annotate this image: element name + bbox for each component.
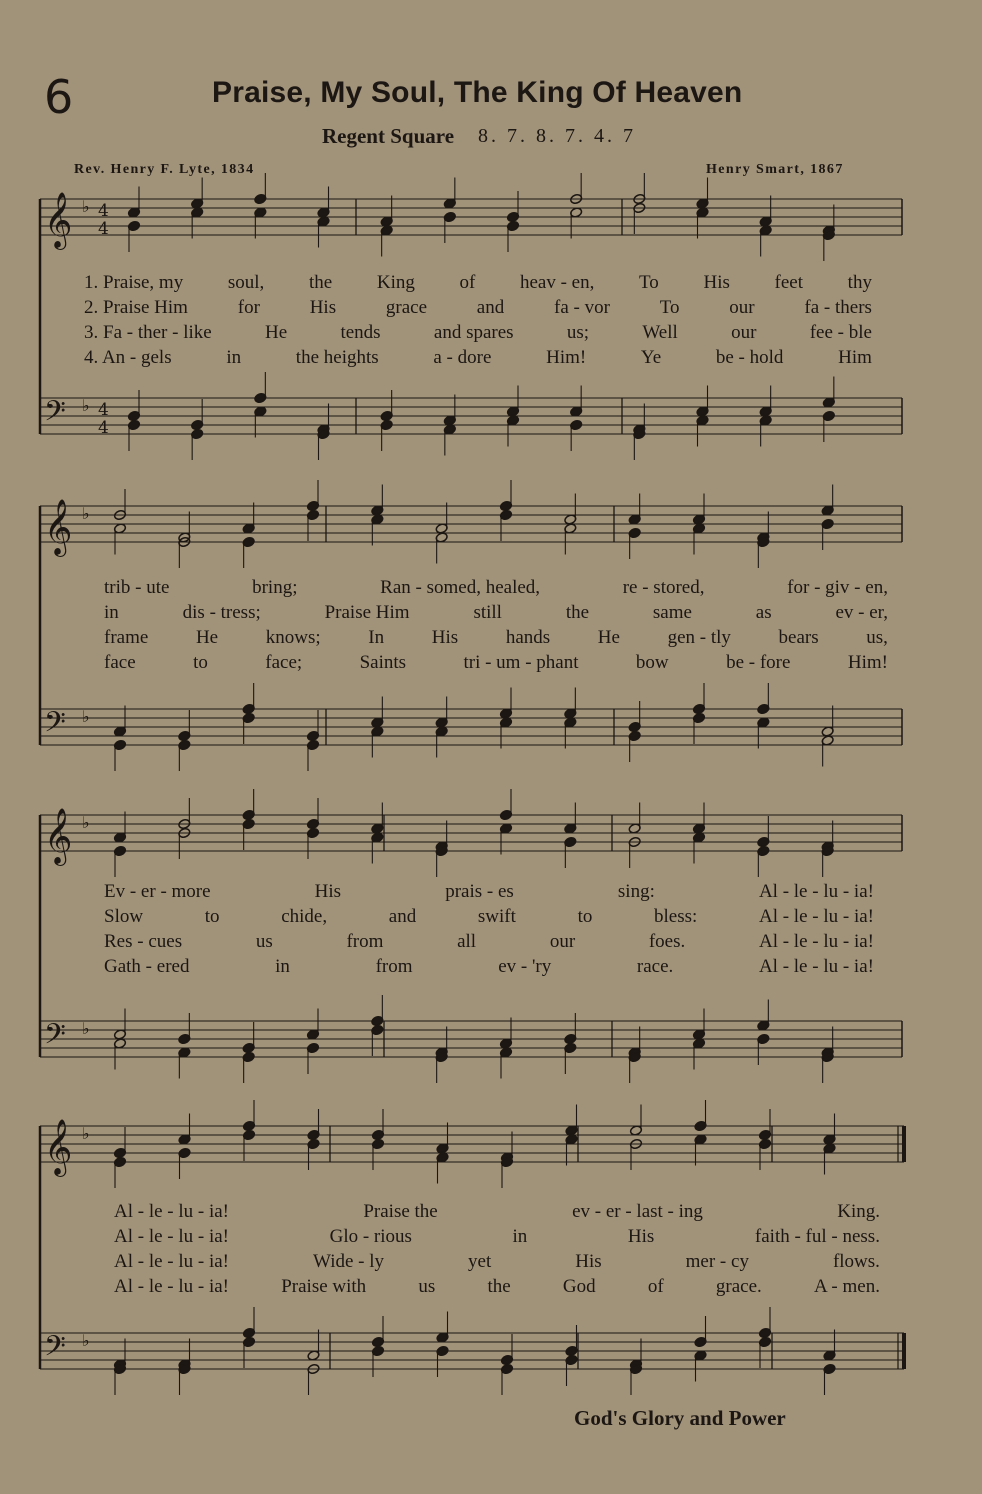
lyric-syllable: Praise with (281, 1276, 367, 1297)
verse-2-line (84, 297, 872, 319)
lyric-syllable: gen - tly (667, 627, 731, 648)
lyric-syllable: us (255, 931, 273, 952)
lyric-syllable: bring; (252, 577, 298, 598)
lyric-syllable: be - fore (726, 652, 791, 673)
lyric-syllable: from (346, 931, 384, 952)
lyric-syllable: His (703, 272, 730, 293)
lyric-syllable: Him! (847, 652, 888, 673)
lyric-syllable: Al - le - lu - ia! (758, 956, 874, 977)
lyric-syllable: 2. Praise Him (84, 297, 188, 318)
lyric-syllable: grace (385, 297, 428, 318)
lyric-syllable: A - men. (813, 1276, 880, 1297)
flat-icon: ♭ (82, 504, 90, 523)
flat-icon: ♭ (82, 396, 90, 415)
lyric-syllable: Him (838, 347, 872, 368)
lyric-syllable: He (265, 322, 288, 343)
lyric-syllable: face; (265, 652, 303, 673)
lyric-syllable: In (368, 627, 385, 648)
verse-4-line (84, 347, 872, 369)
bass-clef-icon: 𝄢 (44, 1018, 66, 1058)
verse-1-line (114, 1201, 880, 1223)
lyric-syllable: ev - er, (835, 602, 888, 623)
lyric-syllable: Slow (104, 906, 144, 927)
lyric-syllable: Praise Him (324, 602, 410, 623)
lyric-syllable: and (476, 297, 505, 318)
lyric-syllable: race. (636, 956, 674, 977)
verse-3-line (104, 627, 888, 649)
lyric-syllable: frame (104, 627, 149, 648)
lyric-syllable: Him! (546, 347, 587, 368)
verse-4-line (104, 956, 874, 978)
lyric-syllable: us, (866, 627, 888, 648)
lyric-syllable: hands (505, 627, 551, 648)
lyric-syllable: to (577, 906, 593, 927)
flat-icon: ♭ (82, 1019, 90, 1038)
lyric-syllable: in (104, 602, 119, 623)
time-signature: 4 (98, 400, 109, 420)
tune-name: Regent Square (322, 124, 455, 148)
lyric-syllable: His (627, 1226, 655, 1247)
lyric-syllable: the heights (295, 347, 379, 368)
lyric-syllable: Gath - ered (104, 956, 190, 977)
lyric-syllable: from (375, 956, 413, 977)
lyric-syllable: in (226, 347, 242, 368)
lyric-syllable: grace. (715, 1276, 762, 1297)
lyric-syllable: His (575, 1251, 602, 1272)
lyric-syllable: to (204, 906, 220, 927)
lyric-syllable: feet (774, 272, 804, 293)
bass-clef-icon: 𝄢 (44, 395, 66, 435)
time-signature: 4 (98, 418, 109, 438)
lyric-syllable: Al - le - lu - ia! (114, 1201, 230, 1222)
lyric-syllable: the (487, 1276, 511, 1297)
lyric-syllable: and spares (433, 322, 514, 343)
lyric-syllable: Al - le - lu - ia! (114, 1276, 230, 1297)
lyric-syllable: of (647, 1276, 664, 1297)
lyric-syllable: us; (566, 322, 590, 343)
lyric-syllable: fa - thers (804, 297, 872, 318)
lyric-syllable: and (388, 906, 417, 927)
lyric-syllable: fa - vor (554, 297, 610, 318)
lyric-syllable: 4. An - gels (84, 347, 172, 368)
lyric-syllable: Al - le - lu - ia! (114, 1226, 230, 1247)
lyric-syllable: chide, (281, 906, 328, 927)
lyric-syllable: Al - le - lu - ia! (758, 906, 874, 927)
lyric-syllable: King (376, 272, 415, 293)
lyric-syllable: bears (778, 627, 819, 648)
hymn-number: 6 (44, 70, 74, 124)
lyric-syllable: thy (847, 272, 872, 293)
author-credit: Rev. Henry F. Lyte, 1834 (74, 162, 255, 177)
lyric-syllable: faith - ful - ness. (754, 1226, 880, 1247)
lyric-syllable: He (597, 627, 620, 648)
lyric-syllable: as (755, 602, 772, 623)
lyric-syllable: fee - ble (809, 322, 872, 343)
lyric-syllable: His (309, 297, 337, 318)
lyric-syllable: bow (635, 652, 669, 673)
lyric-syllable: the (308, 272, 333, 293)
flat-icon: ♭ (82, 707, 90, 726)
lyric-syllable: same (652, 602, 692, 623)
lyric-syllable: dis - tress; (182, 602, 261, 623)
verse-1-line (104, 577, 888, 599)
treble-clef-icon: 𝄞 (44, 192, 73, 248)
lyric-syllable: re - stored, (622, 577, 705, 598)
lyric-syllable: knows; (265, 627, 321, 648)
flat-icon: ♭ (82, 1124, 90, 1143)
lyric-syllable: Ran - somed, healed, (380, 577, 541, 598)
lyric-syllable: be - hold (715, 347, 784, 368)
lyric-syllable: in (275, 956, 290, 977)
lyric-syllable: To (659, 297, 680, 318)
verse-2-line (104, 602, 888, 624)
lyric-syllable: His (314, 881, 342, 902)
verse-3-line (114, 1251, 880, 1273)
footer-caption: God's Glory and Power (574, 1406, 786, 1430)
lyric-syllable: bless: (654, 906, 698, 927)
verse-1-line (84, 272, 872, 294)
verse-3-line (84, 322, 872, 344)
lyric-syllable: in (512, 1226, 528, 1247)
lyric-syllable: Al - le - lu - ia! (758, 931, 874, 952)
lyric-syllable: prais - es (445, 881, 514, 902)
lyric-syllable: To (639, 272, 659, 293)
lyric-syllable: Saints (359, 652, 407, 673)
lyric-syllable: ev - 'ry (498, 956, 552, 977)
meter: 8. 7. 8. 7. 4. 7 (478, 125, 636, 147)
lyric-syllable: He (195, 627, 219, 648)
composer-credit: Henry Smart, 1867 (706, 162, 844, 177)
lyric-syllable: of (459, 272, 476, 293)
bass-clef-icon: 𝄢 (44, 706, 66, 746)
lyric-syllable: face (104, 652, 136, 673)
lyric-syllable: our (729, 297, 755, 318)
lyric-syllable: tri - um - phant (463, 652, 579, 673)
verse-4-line (104, 652, 888, 674)
lyric-syllable: Al - le - lu - ia! (114, 1251, 230, 1272)
lyric-syllable: trib - ute (104, 577, 170, 598)
hymn-title: Praise, My Soul, The King Of Heaven (212, 76, 743, 109)
lyric-syllable: God (562, 1276, 596, 1297)
time-signature: 4 (98, 201, 109, 221)
verse-4-line (114, 1276, 880, 1298)
lyric-syllable: us (418, 1276, 436, 1297)
lyric-syllable: soul, (227, 272, 265, 293)
treble-clef-icon: 𝄞 (44, 808, 73, 864)
lyric-syllable: ev - er - last - ing (572, 1201, 703, 1222)
lyric-syllable: King. (837, 1201, 880, 1222)
verse-2-line (114, 1226, 880, 1248)
lyric-syllable: heav - en, (519, 272, 595, 293)
lyric-syllable: still (473, 602, 502, 623)
lyric-syllable: 3. Fa - ther - like (84, 322, 212, 343)
treble-clef-icon: 𝄞 (44, 1119, 73, 1175)
lyric-syllable: Glo - rious (329, 1226, 412, 1247)
verse-3-line (104, 931, 874, 953)
flat-icon: ♭ (82, 813, 90, 832)
lyric-syllable: 1. Praise, my (84, 272, 184, 293)
lyric-syllable: foes. (648, 931, 686, 952)
lyric-syllable: to (193, 652, 208, 673)
lyric-syllable: all (457, 931, 477, 952)
lyric-syllable: Ye (640, 347, 662, 368)
lyric-syllable: His (431, 627, 459, 648)
lyric-syllable: our (731, 322, 757, 343)
lyric-syllable: Res - cues (104, 931, 183, 952)
lyric-syllable: yet (468, 1251, 492, 1272)
flat-icon: ♭ (82, 197, 90, 216)
lyric-syllable: tends (340, 322, 381, 343)
lyric-syllable: sing: (617, 881, 655, 902)
lyric-syllable: Ev - er - more (104, 881, 211, 902)
verse-1-line (104, 881, 874, 903)
lyric-syllable: the (565, 602, 590, 623)
lyric-syllable: Wide - ly (313, 1251, 385, 1272)
lyric-syllable: mer - cy (685, 1251, 749, 1272)
lyric-syllable: for (237, 297, 260, 318)
lyric-syllable: Well (642, 322, 678, 343)
lyric-syllable: flows. (832, 1251, 880, 1272)
verse-2-line (104, 906, 874, 928)
flat-icon: ♭ (82, 1331, 90, 1350)
lyric-syllable: for - giv - en, (787, 577, 888, 598)
lyric-syllable: a - dore (433, 347, 492, 368)
bass-clef-icon: 𝄢 (44, 1330, 66, 1370)
lyric-syllable: Al - le - lu - ia! (758, 881, 874, 902)
lyric-syllable: swift (477, 906, 516, 927)
lyric-syllable: our (549, 931, 576, 952)
time-signature: 4 (98, 219, 109, 239)
lyric-syllable: Praise the (363, 1201, 438, 1222)
treble-clef-icon: 𝄞 (44, 499, 73, 555)
